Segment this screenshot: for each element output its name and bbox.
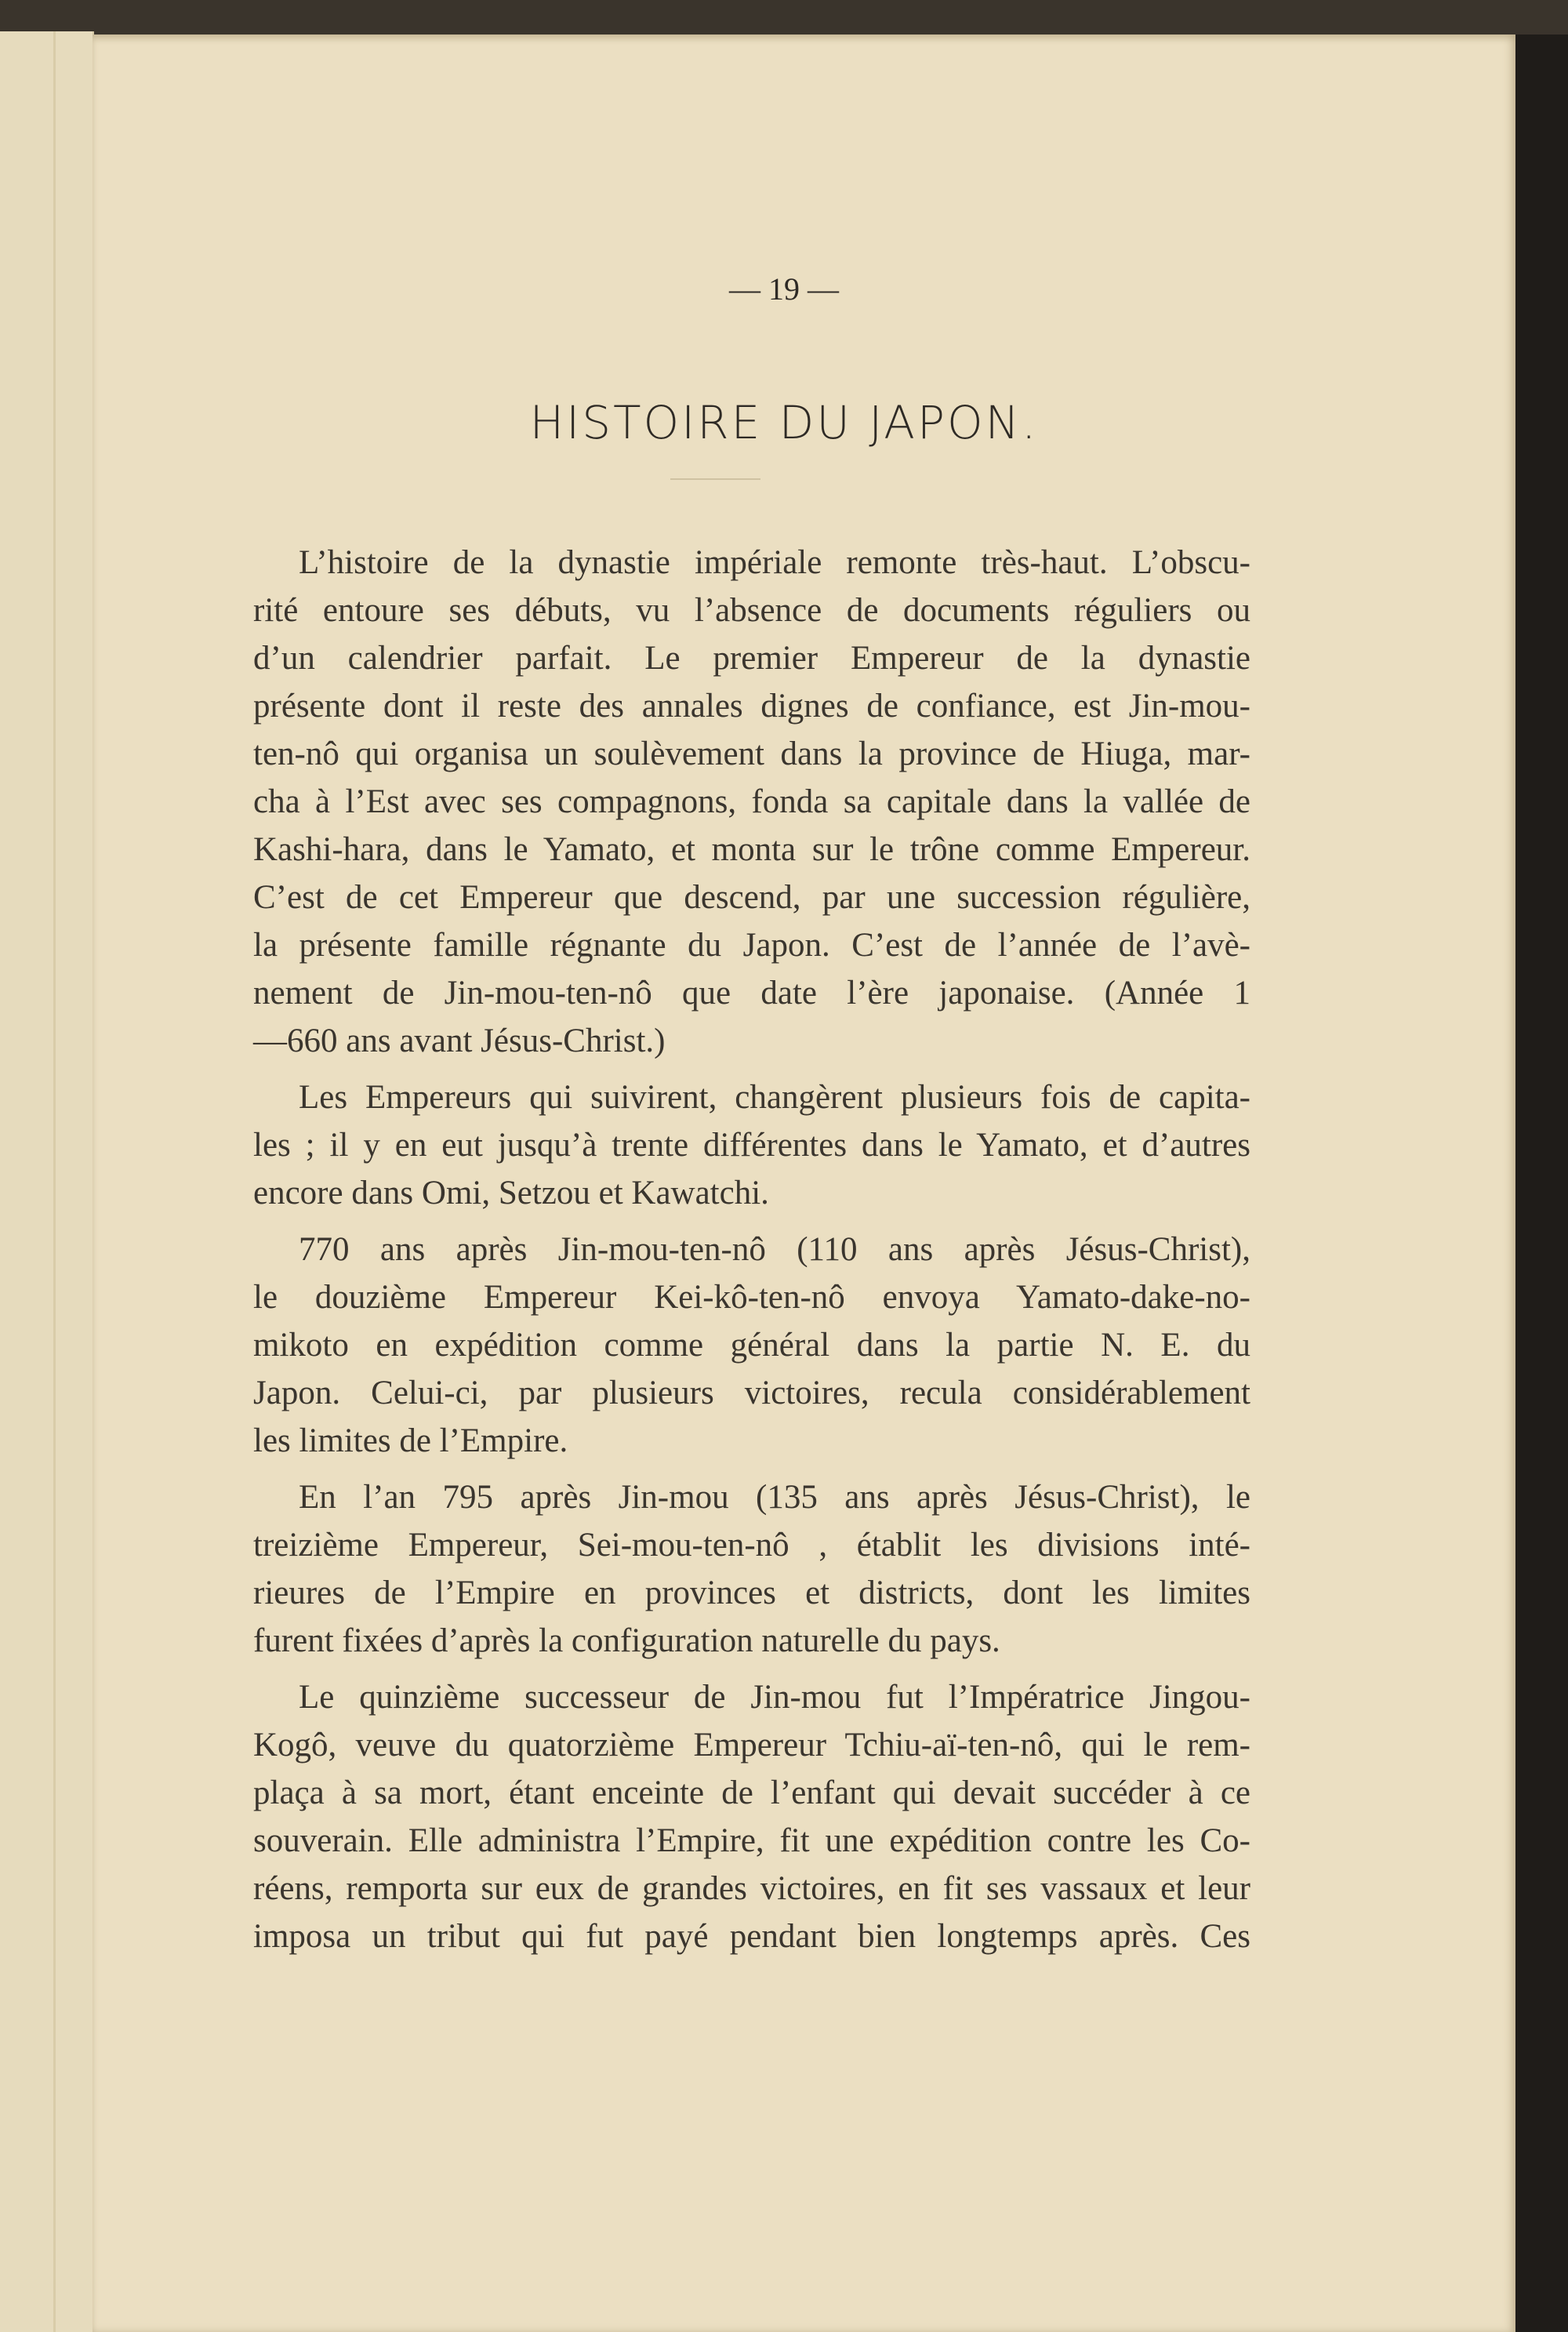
text-line: d’un calendrier parfait. Le premier Empereur de la dynastie <box>253 640 1250 677</box>
text-line: les ; il y en eut jusqu’à trente différentes dans le Yamato, et d’autres <box>253 1127 1250 1164</box>
paragraph <box>253 1473 1250 1665</box>
text-line: les limites de l’Empire. <box>253 1422 568 1459</box>
text-line: Kashi-hara, dans le Yamato, et monta sur le trône comme Empereur. <box>253 831 1250 868</box>
text-line: réens, remporta sur eux de grandes victoires, en fit ses vassaux et leur <box>253 1870 1250 1907</box>
text-line: furent fixées d’après la configuration naturelle du pays. <box>253 1622 1000 1659</box>
text-line: L’histoire de la dynastie impériale remonte très-haut. L’obscu- <box>299 544 1250 581</box>
body-text <box>253 539 1250 1969</box>
text-line: mikoto en expédition comme général dans la partie N. E. du <box>253 1327 1250 1364</box>
text-line: cha à l’Est avec ses compagnons, fonda sa capitale dans la vallée de <box>253 783 1250 820</box>
scan-top-edge <box>0 0 1568 38</box>
text-line: En l’an 795 après Jin-mou (135 ans après Jésus-Christ), le <box>299 1479 1250 1516</box>
paragraph <box>253 539 1250 1065</box>
paragraph <box>253 1673 1250 1960</box>
text-line: —660 ans avant Jésus-Christ.) <box>253 1023 666 1059</box>
scan-right-edge <box>1515 35 1568 2332</box>
page-number: — 19 — <box>729 271 839 307</box>
text-line: encore dans Omi, Setzou et Kawatchi. <box>253 1175 769 1211</box>
text-line: C’est de cet Empereur que descend, par une succession régulière, <box>253 879 1250 916</box>
text-line: imposa un tribut qui fut payé pendant bien longtemps après. Ces <box>253 1918 1250 1955</box>
text-line: Le quinzième successeur de Jin-mou fut l’Impératrice Jingou- <box>299 1679 1250 1716</box>
text-line: rieures de l’Empire en provinces et districts, dont les limites <box>253 1575 1250 1611</box>
text-line: le douzième Empereur Kei-kô-ten-nô envoya Yamato-dake-no- <box>253 1279 1250 1316</box>
text-line: plaça à sa mort, étant enceinte de l’enfant qui devait succéder à ce <box>253 1774 1250 1811</box>
page-fold-line <box>53 31 56 2332</box>
text-line: Japon. Celui-ci, par plusieurs victoires, recula considérablement <box>253 1375 1250 1411</box>
text-line: 770 ans après Jin-mou-ten-nô (110 ans après Jésus-Christ), <box>299 1231 1250 1268</box>
text-line: souverain. Elle administra l’Empire, fit une expédition contre les Co- <box>253 1822 1250 1859</box>
text-line: Kogô, veuve du quatorzième Empereur Tchiu-aï-ten-nô, qui le rem- <box>253 1727 1250 1764</box>
text-line: présente dont il reste des annales dignes de confiance, est Jin-mou- <box>253 688 1250 725</box>
paragraph <box>253 1073 1250 1217</box>
text-line: ten-nô qui organisa un soulèvement dans la province de Hiuga, mar- <box>253 736 1250 772</box>
text-line: Les Empereurs qui suivirent, changèrent plusieurs fois de capita- <box>299 1079 1250 1116</box>
text-line: la présente famille régnante du Japon. C’est de l’année de l’avè- <box>253 927 1250 964</box>
text-line: rité entoure ses débuts, vu l’absence de documents réguliers ou <box>253 592 1250 629</box>
chapter-title: HISTOIRE DU JAPON. <box>529 396 1039 449</box>
previous-page-edge <box>0 31 94 2332</box>
text-line: treizième Empereur, Sei-mou-ten-nô , établit les divisions inté- <box>253 1527 1250 1564</box>
text-line: nement de Jin-mou-ten-nô que date l’ère japonaise. (Année 1 <box>253 975 1250 1012</box>
title-rule <box>670 478 760 480</box>
paragraph <box>253 1226 1250 1465</box>
